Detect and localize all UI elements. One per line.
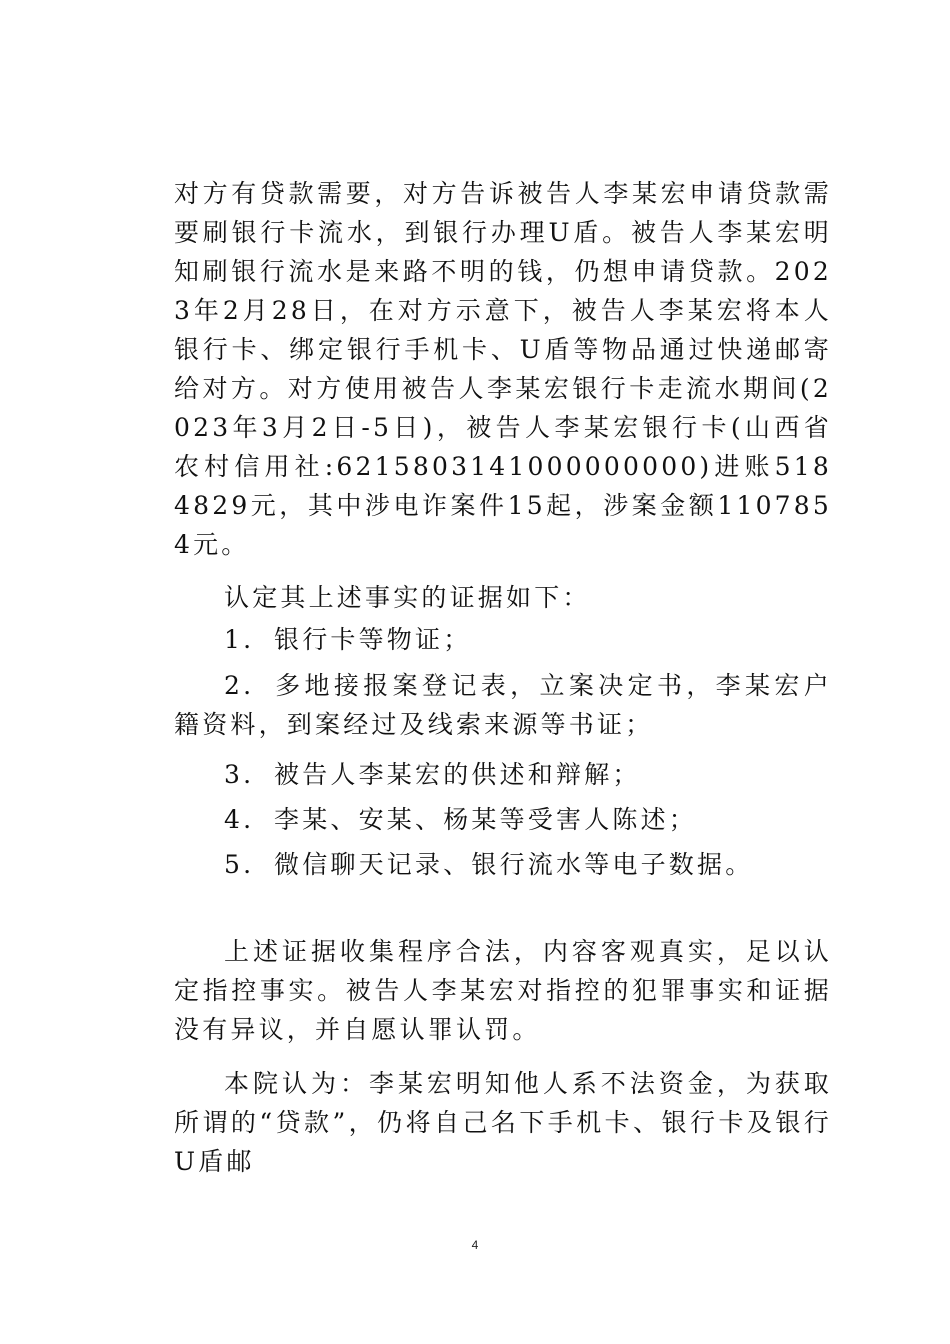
evidence-item-number: 4.	[224, 805, 255, 834]
evidence-item-number: 1.	[224, 625, 255, 654]
evidence-item-5	[174, 845, 832, 884]
evidence-item-text: 被告人李某宏的供述和辩解；	[274, 760, 641, 789]
court-opinion-paragraph: 本院认为：李某宏明知他人系不法资金，为获取所谓的“贷款”，仍将自己名下手机卡、银行卡及银行U盾邮	[174, 1069, 832, 1176]
evidence-intro: 认定其上述事实的证据如下：	[224, 583, 591, 612]
evidence-item-text: 多地接报案登记表，立案决定书，李某宏户籍资料，到案经过及线索来源等书证；	[174, 671, 832, 739]
evidence-item-1	[174, 620, 832, 659]
evidence-item-text: 微信聊天记录、银行流水等电子数据。	[274, 850, 754, 879]
evidence-item-number: 2.	[224, 671, 255, 700]
evidence-item-2	[174, 666, 832, 744]
evidence-conclusion-paragraph: 上述证据收集程序合法，内容客观真实，足以认定指控事实。被告人李某宏对指控的犯罪事实和证据没有异议，并自愿认罪认罚。	[174, 937, 832, 1044]
facts-paragraph: 对方有贷款需要，对方告诉被告人李某宏申请贷款需要刷银行卡流水，到银行办理U盾。被告人李某宏明知刷银行流水是来路不明的钱，仍想申请贷款。2023年2月28日，在对方示意下，被告人李某宏将本人银行卡、绑定银行手机卡、U盾等物品通过快递邮寄给对方。对方使用被告人李某宏银行卡走流水期间(2023年3月2日-5日)，被告人李某宏银行卡(山西省农村信用社:6215803141000000000)进账5184829元，其中涉电诈案件15起，涉案金额1107854元。	[174, 179, 832, 559]
evidence-item-text: 李某、安某、杨某等受害人陈述；	[274, 805, 698, 834]
evidence-item-number: 5.	[224, 850, 255, 879]
evidence-item-text: 银行卡等物证；	[274, 625, 472, 654]
evidence-item-number: 3.	[224, 760, 255, 789]
page-number: 4	[471, 1238, 479, 1252]
evidence-item-3	[174, 755, 832, 794]
evidence-item-4	[174, 800, 832, 839]
